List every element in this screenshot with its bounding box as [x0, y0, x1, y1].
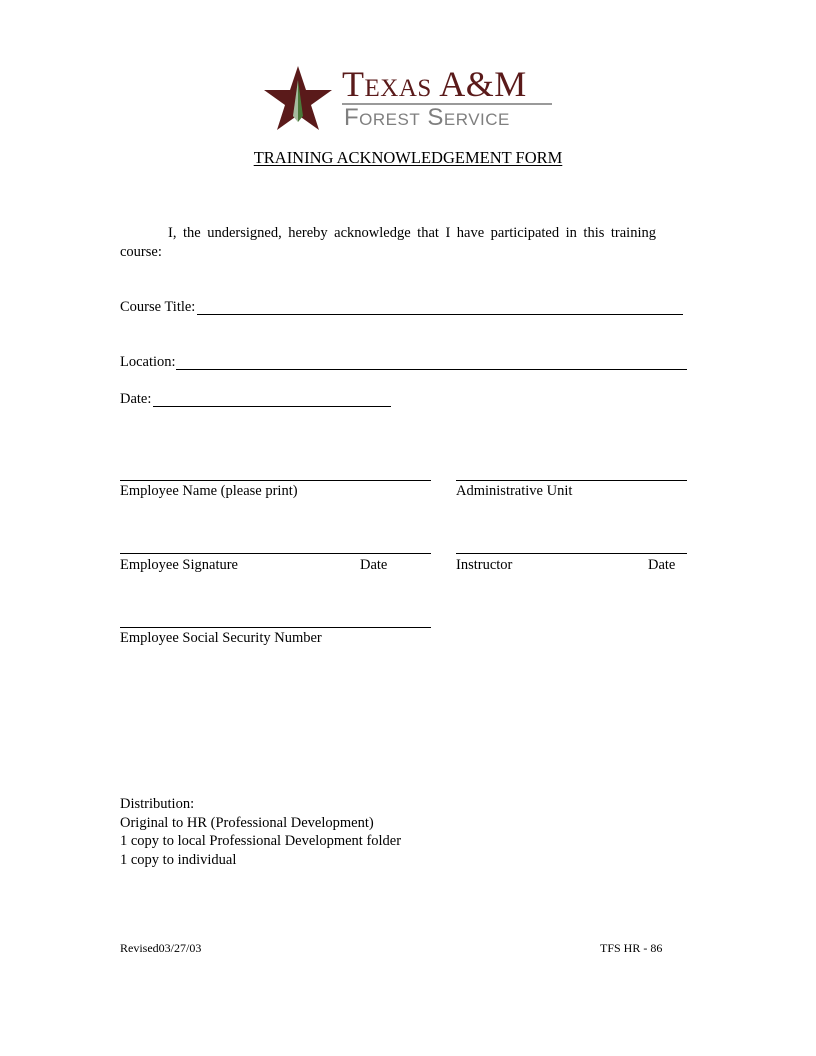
instructor-label: Instructor — [456, 557, 513, 573]
admin-unit-label: Administrative Unit — [456, 483, 573, 499]
form-number: TFS HR - 86 — [600, 941, 663, 955]
course-title-label: Course Title: — [120, 299, 196, 315]
logo-line-texas-am: Texas A&M — [342, 64, 527, 104]
ssn-label: Employee Social Security Number — [120, 630, 322, 646]
intro-line-1: I, the undersigned, hereby acknowledge that I have participated in this training — [168, 225, 656, 241]
distribution-item: Original to HR (Professional Development) — [120, 815, 374, 831]
distribution-item: 1 copy to local Professional Development folder — [120, 833, 402, 849]
employee-signature-label: Employee Signature — [120, 557, 238, 573]
location-field[interactable] — [176, 369, 687, 370]
course-title-field[interactable] — [197, 314, 683, 315]
texas-am-forest-service-logo — [262, 64, 562, 134]
employee-name-field[interactable] — [120, 480, 431, 481]
intro-line-2: course: — [120, 244, 162, 260]
revised-date: Revised03/27/03 — [120, 941, 202, 955]
logo-line-forest-service: Forest Service — [344, 104, 510, 131]
instructor-date-label: Date — [648, 557, 676, 573]
location-label: Location: — [120, 354, 176, 370]
form-title: TRAINING ACKNOWLEDGEMENT FORM — [253, 148, 563, 167]
distribution-heading: Distribution: — [120, 796, 195, 812]
star-with-tree-icon — [262, 64, 334, 134]
employee-date-label: Date — [360, 557, 388, 573]
distribution-item: 1 copy to individual — [120, 852, 237, 868]
employee-signature-field[interactable] — [120, 553, 431, 554]
ssn-field[interactable] — [120, 627, 431, 628]
date-label: Date: — [120, 391, 152, 407]
date-field[interactable] — [153, 406, 391, 407]
instructor-field[interactable] — [456, 553, 687, 554]
employee-name-label: Employee Name (please print) — [120, 483, 298, 499]
admin-unit-field[interactable] — [456, 480, 687, 481]
